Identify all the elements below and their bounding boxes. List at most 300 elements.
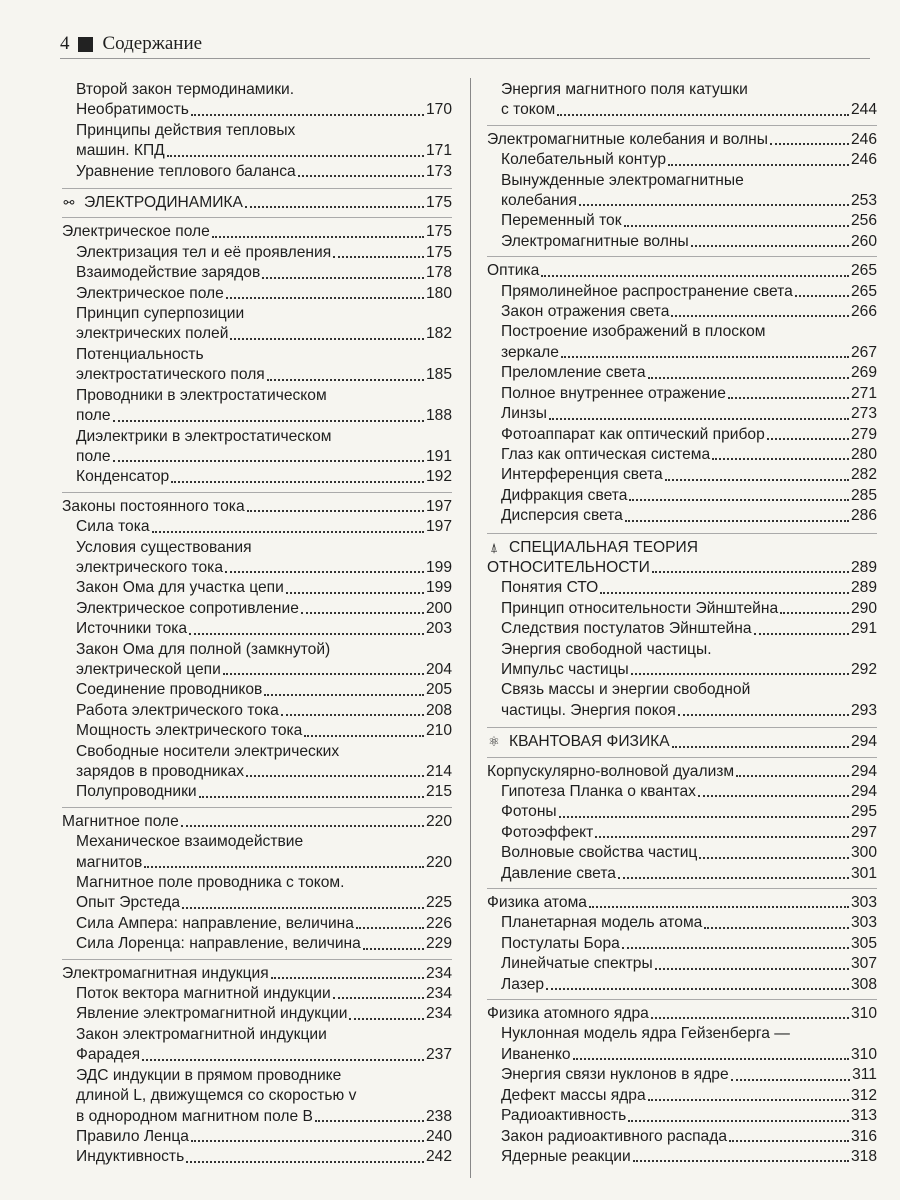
toc-entry — [487, 1065, 877, 1085]
toc-title: КВАНТОВАЯ ФИЗИКА — [509, 733, 670, 751]
dot-leader — [167, 141, 424, 156]
dot-leader — [618, 864, 849, 879]
toc-page-number: 301 — [850, 864, 877, 882]
dot-leader — [633, 1147, 849, 1162]
toc-entry — [487, 660, 877, 680]
toc-title: Уравнение теплового баланса — [76, 162, 296, 180]
dot-leader — [655, 954, 849, 969]
dot-leader — [557, 100, 849, 115]
dot-leader — [541, 261, 849, 276]
toc-entry — [487, 282, 877, 302]
toc-page-number: 291 — [850, 620, 877, 638]
toc-page-number: 313 — [850, 1107, 877, 1125]
toc-title: Планетарная модель атома — [501, 914, 703, 932]
toc-title: с током — [501, 101, 556, 119]
toc-page-number: 238 — [425, 1107, 452, 1125]
toc-entry — [62, 141, 452, 161]
toc-entry — [62, 263, 452, 283]
toc-title: Электрическое поле — [62, 223, 210, 241]
dot-leader — [754, 619, 849, 634]
toc-title: Мощность электрического тока — [76, 722, 303, 740]
toc-section-block — [62, 959, 452, 1168]
dot-leader — [648, 363, 849, 378]
toc-entry-line — [62, 427, 452, 447]
toc-title: ЭЛЕКТРОДИНАМИКА — [84, 194, 243, 212]
toc-page-number: 266 — [850, 303, 877, 321]
toc-page-number: 242 — [425, 1148, 452, 1166]
toc-entry-line — [62, 1086, 452, 1106]
toc-entry — [487, 100, 877, 120]
toc-entry — [487, 802, 877, 822]
toc-title: Переменный ток — [501, 212, 622, 230]
toc-title: Механическое взаимодействие — [76, 833, 304, 851]
toc-page-number: 303 — [850, 894, 877, 912]
dot-leader — [333, 984, 424, 999]
toc-page-number: 290 — [850, 599, 877, 617]
toc-title: Фарадея — [76, 1046, 141, 1064]
toc-page-number: 180 — [425, 284, 452, 302]
dot-leader — [199, 782, 424, 797]
toc-title: Ядерные реакции — [501, 1147, 631, 1165]
dot-leader — [225, 558, 424, 573]
toc-entry — [62, 721, 452, 741]
toc-entry — [487, 1147, 877, 1167]
toc-title: Полное внутреннее отражение — [501, 384, 726, 402]
toc-entry — [487, 506, 877, 526]
toc-entry — [487, 486, 877, 506]
toc-entry — [487, 1127, 877, 1147]
column-divider — [470, 78, 471, 1178]
dot-leader — [795, 282, 849, 297]
toc-entry-line — [487, 80, 877, 100]
dot-leader — [672, 732, 849, 747]
toc-entry — [62, 782, 452, 802]
toc-entry — [487, 599, 877, 619]
toc-entry — [62, 578, 452, 598]
toc-section — [487, 893, 877, 913]
toc-title: Следствия постулатов Эйнштейна — [501, 620, 752, 638]
toc-title: Прямолинейное распространение света — [501, 282, 793, 300]
toc-title: Понятия СТО — [501, 579, 599, 597]
toc-page-number: 175 — [425, 194, 452, 212]
toc-title: Конденсатор — [76, 468, 170, 486]
toc-page-number: 197 — [425, 518, 452, 536]
toc-page-number: 271 — [850, 384, 877, 402]
toc-page-number: 260 — [850, 232, 877, 250]
toc-page-number: 310 — [850, 1045, 877, 1063]
dot-leader — [652, 558, 849, 573]
toc-entry — [62, 701, 452, 721]
toc-column-right — [487, 80, 877, 1167]
toc-section — [62, 497, 452, 517]
toc-page-number: 170 — [425, 101, 452, 119]
toc-entry — [487, 302, 877, 322]
toc-title: Линейчатые спектры — [501, 955, 653, 973]
toc-title: Электризация тел и её проявления — [76, 243, 332, 261]
toc-page-number: 237 — [425, 1046, 452, 1064]
toc-entry — [62, 762, 452, 782]
toc-page-number: 279 — [850, 425, 877, 443]
toc-entry — [62, 1107, 452, 1127]
dot-leader — [589, 893, 849, 908]
toc-page-number: 204 — [425, 660, 452, 678]
toc-entry — [62, 100, 452, 120]
toc-title: Принцип относительности Эйнштейна — [501, 599, 779, 617]
dot-leader — [356, 914, 424, 929]
toc-chapter — [487, 558, 877, 578]
toc-entry — [487, 445, 877, 465]
dot-leader — [678, 701, 849, 716]
toc-title: Энергия магнитного поля катушки — [501, 81, 748, 98]
toc-page-number: 269 — [850, 364, 877, 382]
toc-entry — [487, 191, 877, 211]
toc-entry-line — [62, 304, 452, 324]
toc-entry — [62, 284, 452, 304]
dot-leader — [712, 445, 849, 460]
dot-leader — [171, 467, 424, 482]
toc-section-block — [487, 888, 877, 995]
square-bullet-icon — [78, 37, 93, 52]
toc-page-number: 191 — [425, 447, 452, 465]
dot-leader — [281, 701, 424, 716]
toc-entry — [62, 517, 452, 537]
toc-page-number: 234 — [425, 964, 452, 982]
dot-leader — [182, 893, 424, 908]
dot-leader — [595, 823, 849, 838]
toc-entry-line — [62, 345, 452, 365]
toc-section — [487, 130, 877, 150]
page-header — [60, 30, 870, 59]
toc-page-number: 253 — [850, 192, 877, 210]
toc-page-number: 214 — [425, 763, 452, 780]
toc-title: Корпускулярно-волновой дуализм — [487, 762, 735, 780]
toc-page-number: 265 — [850, 262, 877, 280]
toc-section-block — [487, 256, 877, 526]
toc-entry — [487, 211, 877, 231]
dot-leader — [113, 406, 424, 421]
toc-entry — [62, 893, 452, 913]
toc-title: Закон Ома для полной (замкнутой) — [76, 640, 331, 658]
toc-title: Энергия свободной частицы. — [501, 640, 712, 658]
toc-page-number: 199 — [425, 558, 452, 576]
toc-page-number: 297 — [850, 823, 877, 841]
toc-entry — [62, 1004, 452, 1024]
toc-section-block — [487, 80, 877, 121]
toc-title: Связь массы и энергии свободной — [501, 681, 751, 699]
toc-title: поле — [76, 407, 111, 425]
toc-page-number: 294 — [850, 783, 877, 800]
toc-title: Электрическое поле — [76, 284, 224, 302]
toc-entry — [62, 599, 452, 619]
toc-title: Оптика — [487, 262, 540, 280]
toc-page-number: 280 — [850, 445, 877, 463]
toc-entry — [487, 465, 877, 485]
toc-entry — [487, 934, 877, 954]
dot-leader — [573, 1045, 849, 1060]
toc-entry-line — [487, 1024, 877, 1044]
dot-leader — [304, 721, 424, 736]
toc-title: электрического тока — [76, 558, 223, 576]
toc-title: Условия существования — [76, 538, 252, 556]
toc-entry — [487, 701, 877, 721]
dot-leader — [691, 232, 849, 247]
toc-entry-line — [487, 171, 877, 191]
toc-page-number: 188 — [425, 407, 452, 425]
toc-page-number: 282 — [850, 466, 877, 484]
dot-leader — [264, 680, 424, 695]
toc-page-number: 289 — [850, 558, 877, 576]
toc-section-block — [62, 807, 452, 955]
toc-title: ОТНОСИТЕЛЬНОСТИ — [487, 558, 650, 576]
toc-page-number: 229 — [425, 935, 452, 953]
toc-section-block — [487, 757, 877, 884]
toc-entry-line — [62, 640, 452, 660]
dot-leader — [144, 853, 424, 868]
toc-page-number: 316 — [850, 1127, 877, 1145]
toc-page-number: 305 — [850, 934, 877, 952]
toc-title: Правило Ленца — [76, 1127, 189, 1145]
toc-section — [62, 222, 452, 242]
toc-title: Необратимость — [76, 101, 189, 119]
toc-entry-line — [62, 121, 452, 141]
dot-leader — [226, 284, 424, 299]
toc-entry-line — [487, 538, 877, 558]
toc-page-number: 289 — [850, 579, 877, 597]
toc-entry — [487, 864, 877, 884]
toc-entry — [487, 578, 877, 598]
dot-leader — [559, 802, 849, 817]
toc-page-number: 175 — [425, 223, 452, 241]
toc-entry — [62, 853, 452, 873]
toc-entry — [487, 232, 877, 252]
toc-page-number: 175 — [425, 243, 452, 261]
toc-page-number: 267 — [850, 343, 877, 361]
toc-entry — [62, 1045, 452, 1065]
toc-entry — [487, 404, 877, 424]
toc-page-number: 203 — [425, 620, 452, 638]
toc-page-number: 265 — [850, 282, 877, 300]
toc-title: ЭДС индукции в прямом проводнике — [76, 1066, 342, 1084]
toc-entry-line — [62, 832, 452, 852]
toc-title: Взаимодействие зарядов — [76, 264, 261, 282]
toc-title: Физика атомного ядра — [487, 1005, 649, 1023]
dot-leader — [624, 211, 849, 226]
toc-page-number: 308 — [850, 975, 877, 993]
dot-leader — [549, 404, 849, 419]
dot-leader — [767, 425, 849, 440]
dot-leader — [651, 1004, 849, 1019]
toc-title: Фотоаппарат как оптический прибор — [501, 425, 765, 443]
toc-title: Магнитное поле проводника с током. — [76, 874, 345, 892]
dot-leader — [699, 843, 849, 858]
dot-leader — [349, 1004, 424, 1019]
dot-leader — [191, 1127, 424, 1142]
toc-title: Фотоны — [501, 803, 557, 821]
toc-title: Закон отражения света — [501, 303, 670, 321]
dot-leader — [186, 1147, 424, 1162]
toc-page-number: 197 — [425, 497, 452, 515]
toc-title: Электромагнитная индукция — [62, 964, 269, 982]
toc-title: Работа электрического тока — [76, 701, 279, 719]
toc-page-number: 246 — [850, 130, 877, 148]
toc-entry — [62, 1127, 452, 1147]
toc-title: Дифракция света — [501, 486, 628, 504]
toc-title: поле — [76, 447, 111, 465]
toc-title: СПЕЦИАЛЬНАЯ ТЕОРИЯ — [509, 538, 699, 556]
toc-section — [487, 1004, 877, 1024]
toc-title: Фотоэффект — [501, 823, 594, 841]
toc-title: Иваненко — [501, 1045, 571, 1063]
toc-entry — [487, 782, 877, 802]
toc-title: Сила Лоренца: направление, величина — [76, 935, 361, 953]
toc-title: Принципы действия тепловых — [76, 121, 296, 139]
toc-page-number: 199 — [425, 579, 452, 597]
toc-entry — [487, 150, 877, 170]
dot-leader — [628, 1106, 849, 1121]
toc-entry — [487, 425, 877, 445]
dot-leader — [728, 384, 849, 399]
dot-leader — [262, 263, 424, 278]
dot-leader — [212, 222, 424, 237]
toc-entry — [487, 619, 877, 639]
toc-page-number: 205 — [425, 681, 452, 699]
toc-title: Второй закон термодинамики. — [76, 81, 295, 98]
toc-entry — [487, 843, 877, 863]
dot-leader — [648, 1086, 849, 1101]
dot-leader — [668, 150, 849, 165]
dot-leader — [301, 599, 424, 614]
toc-chapter — [487, 732, 877, 752]
toc-page-number: 286 — [850, 507, 877, 525]
toc-page-number: 220 — [425, 812, 452, 830]
toc-entry — [62, 934, 452, 954]
toc-title: Вынужденные электромагнитные — [501, 171, 744, 189]
toc-title: в однородном магнитном поле B — [76, 1107, 313, 1125]
toc-entry — [487, 1106, 877, 1126]
toc-entry-line — [487, 322, 877, 342]
dot-leader — [298, 162, 424, 177]
toc-page-number: 220 — [425, 853, 452, 871]
toc-page-number: 294 — [850, 762, 877, 780]
toc-title: магнитов — [76, 853, 143, 871]
toc-page-number: 226 — [425, 914, 452, 932]
toc-title: Радиоактивность — [501, 1107, 627, 1125]
toc-page-number: 307 — [850, 955, 877, 973]
toc-chapter-block — [487, 533, 877, 722]
toc-title: машин. КПД — [76, 142, 165, 160]
chapter-icon: ⚯ — [63, 195, 75, 211]
dot-leader — [704, 913, 849, 928]
dot-leader — [729, 1127, 849, 1142]
page-number: 4 — [60, 33, 70, 54]
dot-leader — [629, 486, 849, 501]
toc-section — [487, 261, 877, 281]
toc-entry — [62, 680, 452, 700]
toc-entry-line — [62, 1066, 452, 1086]
toc-title: Магнитное поле — [62, 812, 179, 830]
toc-entry — [487, 343, 877, 363]
toc-entry — [62, 558, 452, 578]
toc-title: Потенциальность — [76, 345, 204, 363]
toc-page-number: 294 — [850, 733, 877, 751]
toc-title: Электромагнитные колебания и волны — [487, 130, 768, 148]
toc-title: Интерференция света — [501, 466, 663, 484]
toc-page-number: 208 — [425, 701, 452, 719]
dot-leader — [561, 343, 849, 358]
dot-leader — [698, 782, 849, 797]
toc-title: Соединение проводников — [76, 681, 263, 699]
toc-entry — [487, 1045, 877, 1065]
dot-leader — [286, 578, 424, 593]
toc-title: электрической цепи — [76, 660, 221, 678]
dot-leader — [315, 1107, 424, 1122]
toc-title: частицы. Энергия покоя — [501, 701, 676, 719]
toc-section-block — [62, 492, 452, 803]
toc-section-block — [487, 125, 877, 252]
toc-page-number: 215 — [425, 783, 452, 801]
toc-title: Электрическое сопротивление — [76, 599, 299, 617]
toc-entry — [62, 447, 452, 467]
dot-leader — [230, 324, 424, 339]
toc-entry — [62, 619, 452, 639]
toc-entry — [62, 660, 452, 680]
toc-page-number: 311 — [852, 1066, 877, 1084]
toc-page-number: 256 — [850, 212, 877, 230]
toc-page-number: 246 — [850, 151, 877, 169]
toc-title: Колебательный контур — [501, 151, 667, 169]
toc-title: Волновые свойства частиц — [501, 844, 698, 862]
toc-title: Свободные носители электрических — [76, 742, 340, 760]
toc-page-number: 312 — [850, 1086, 877, 1104]
toc-title: Электромагнитные волны — [501, 232, 689, 250]
toc-column-left — [62, 80, 452, 1168]
toc-page-number: 293 — [850, 701, 877, 719]
toc-page-number: 182 — [425, 325, 452, 343]
toc-entry-line — [62, 1025, 452, 1045]
dot-leader — [770, 130, 849, 145]
toc-title: Сила Ампера: направление, величина — [76, 914, 354, 932]
dot-leader — [622, 934, 849, 949]
toc-title: Давление света — [501, 864, 616, 882]
toc-title: Физика атома — [487, 894, 587, 912]
toc-section-block — [487, 999, 877, 1167]
toc-entry — [62, 365, 452, 385]
toc-title: Индуктивность — [76, 1148, 185, 1166]
toc-page-number: 234 — [425, 1005, 452, 1023]
toc-page-number: 292 — [850, 660, 877, 678]
dot-leader — [246, 762, 424, 777]
dot-leader — [271, 964, 424, 979]
toc-title: длиной L, движущемся со скоростью v — [76, 1087, 357, 1105]
toc-entry — [62, 914, 452, 934]
toc-title: Постулаты Бора — [501, 934, 620, 952]
toc-entry-line — [62, 742, 452, 762]
toc-entry — [62, 324, 452, 344]
toc-section-block — [62, 80, 452, 182]
toc-page-number: 303 — [850, 914, 877, 932]
toc-entry — [62, 467, 452, 487]
toc-page-number: 244 — [850, 101, 877, 119]
toc-page-number: 192 — [425, 468, 452, 486]
dot-leader — [546, 975, 849, 990]
toc-title: Нуклонная модель ядра Гейзенберга — — [501, 1025, 790, 1043]
dot-leader — [736, 762, 849, 777]
toc-title: Закон электромагнитной индукции — [76, 1025, 327, 1043]
toc-page-number: 300 — [850, 844, 877, 862]
toc-page-number: 200 — [425, 599, 452, 617]
toc-page-number: 295 — [850, 803, 877, 821]
dot-leader — [223, 660, 424, 675]
